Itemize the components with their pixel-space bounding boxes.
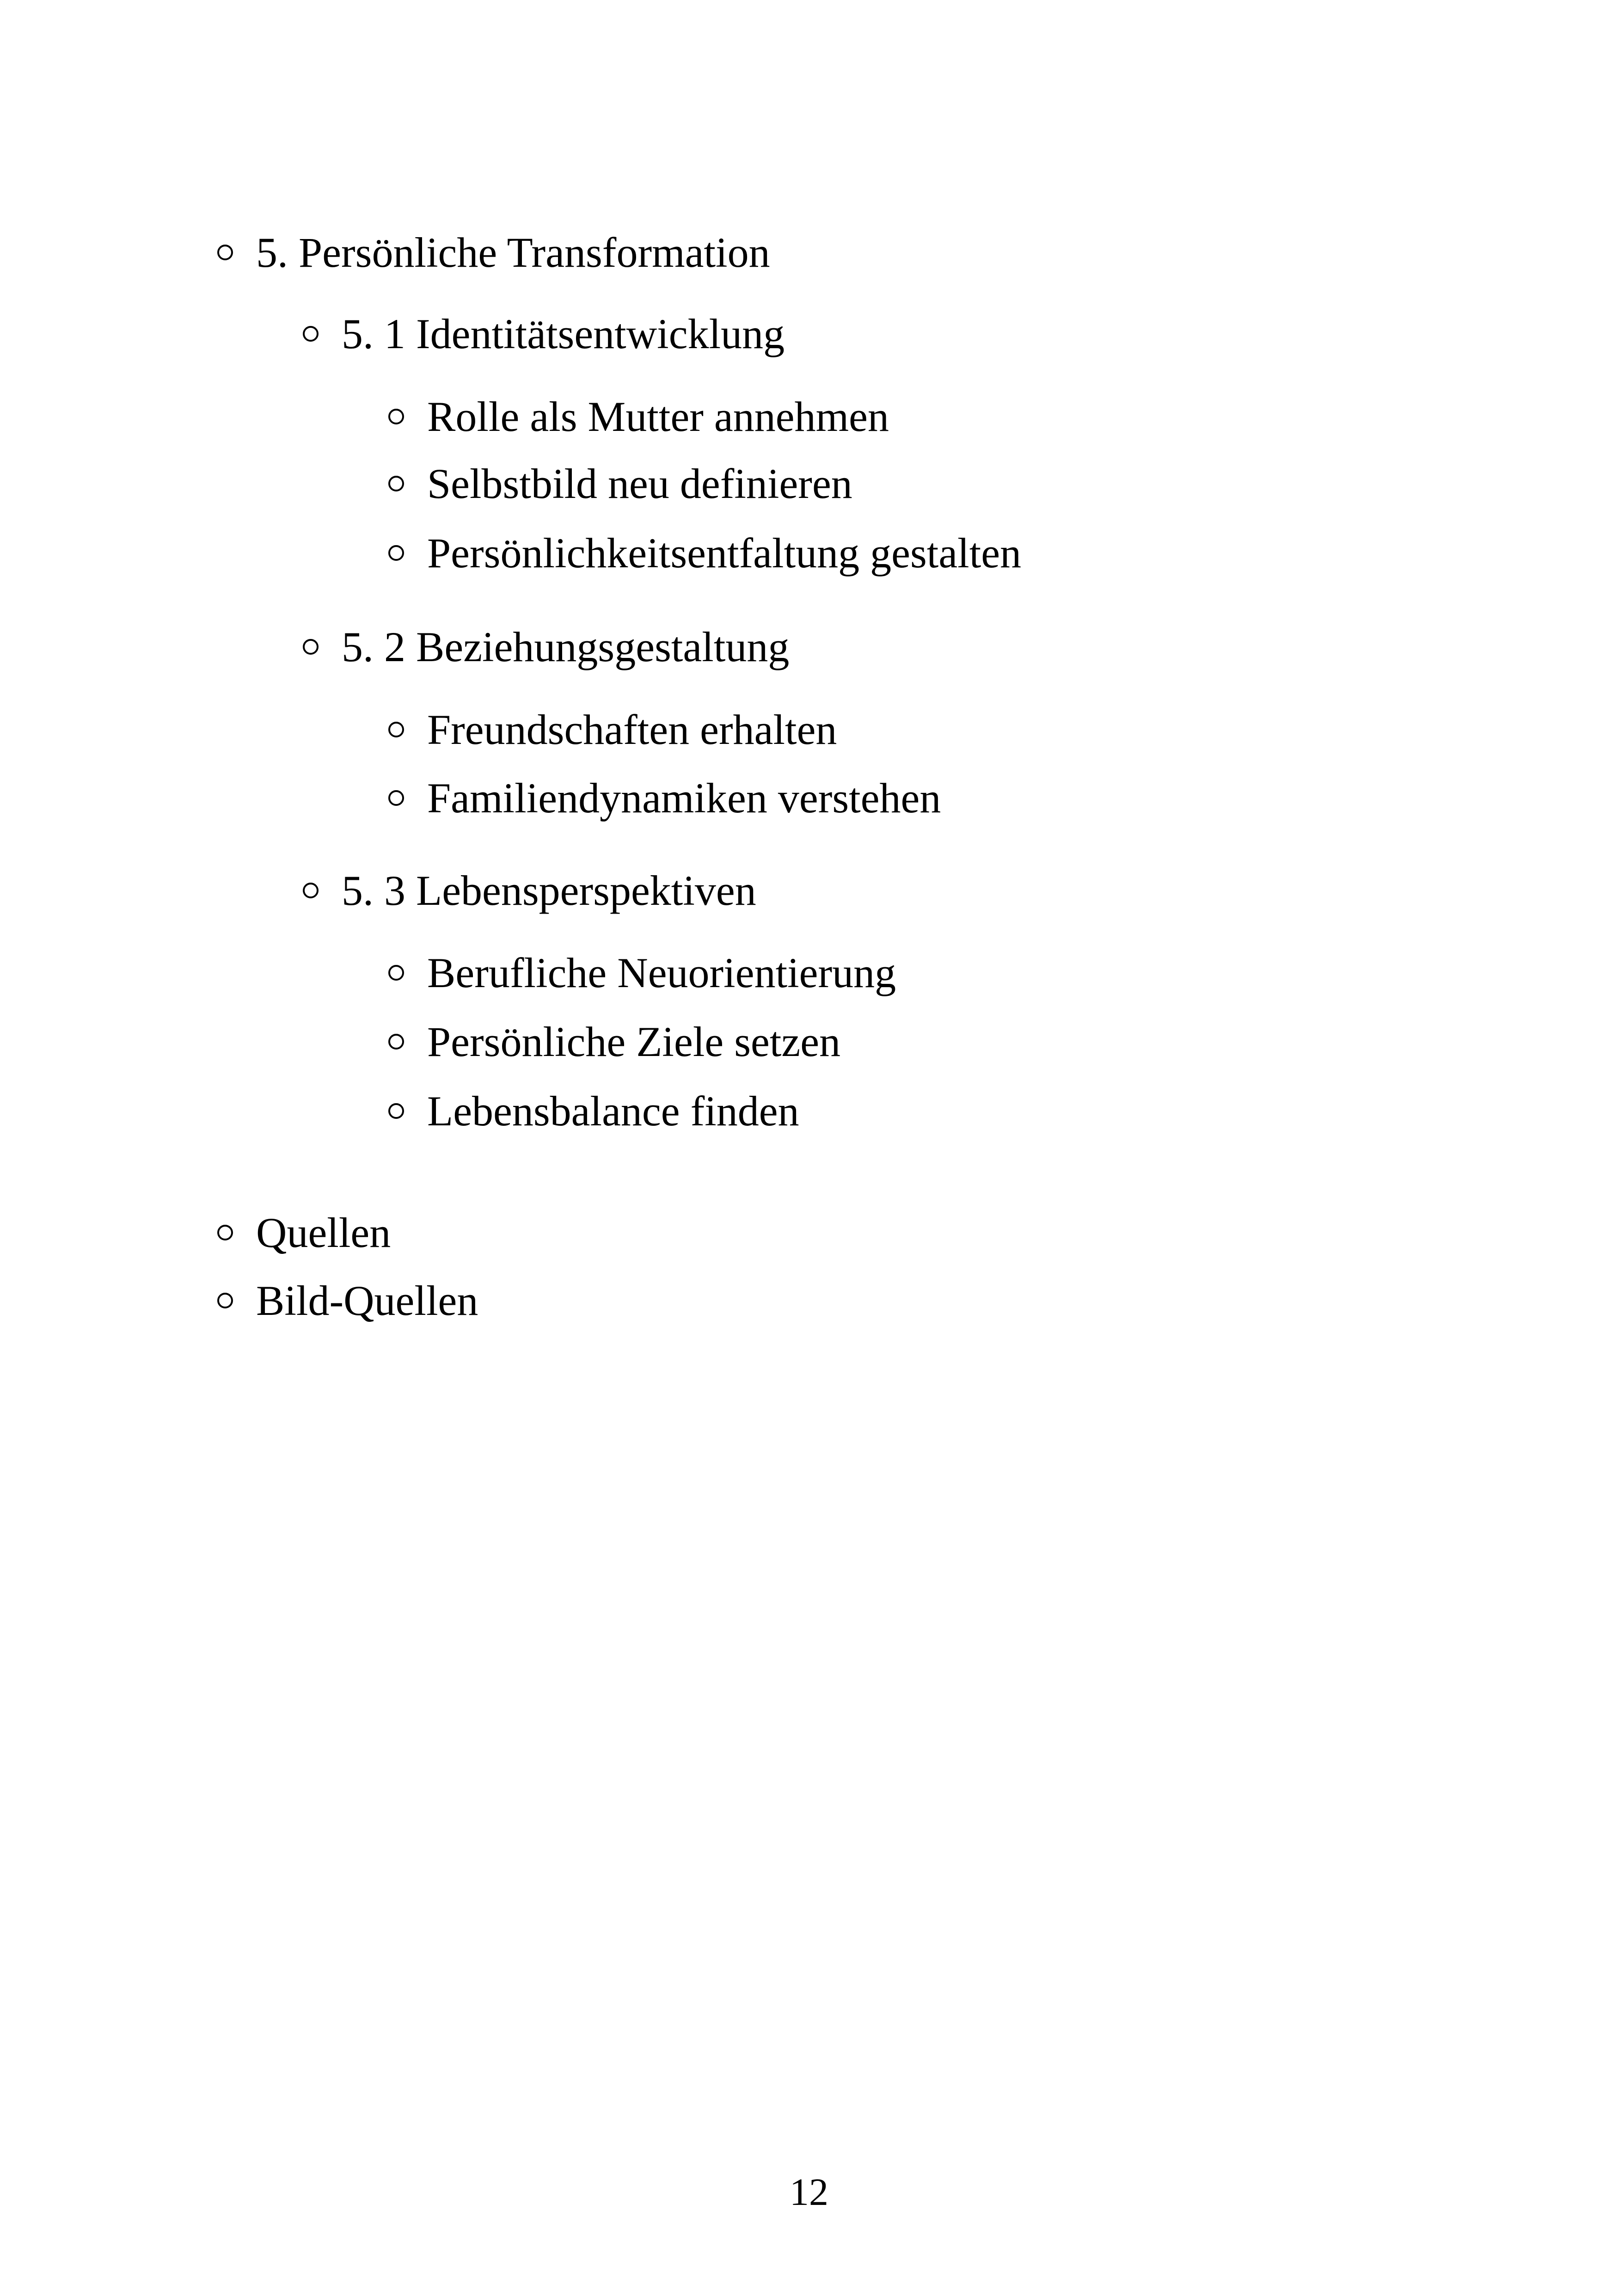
outline-item-section-5-1 [303,310,785,357]
hollow-circle-bullet-icon [303,883,319,898]
outline-item-label: Familiendynamiken verstehen [427,774,941,822]
hollow-circle-bullet-icon [388,1103,404,1119]
hollow-circle-bullet-icon [217,1293,233,1308]
outline-item [388,529,1022,577]
outline-item-label: Persönliche Ziele setzen [427,1018,841,1065]
outline-item-section-5-3 [303,869,756,912]
hollow-circle-bullet-icon [388,476,404,491]
outline-item-label: 5. 2 Beziehungsgestaltung [342,623,790,670]
outline-item-label: Freundschaften erhalten [427,706,837,753]
outline-item-label: Berufliche Neuorientierung [427,949,896,996]
outline-item-label: Rolle als Mutter annehmen [427,393,889,440]
hollow-circle-bullet-icon [388,1034,404,1050]
outline-item-label: Lebensbalance finden [427,1087,799,1135]
outline-item-label: Selbstbild neu definieren [427,460,852,507]
hollow-circle-bullet-icon [388,722,404,737]
outline-item [388,774,941,822]
hollow-circle-bullet-icon [303,639,319,655]
outline-item-label: 5. 3 Lebensperspektiven [342,867,756,914]
hollow-circle-bullet-icon [303,326,319,342]
hollow-circle-bullet-icon [388,545,404,561]
outline-item-label: Persönlichkeitsentfaltung gestalten [427,529,1022,577]
hollow-circle-bullet-icon [217,245,233,260]
outline-item [388,1020,840,1063]
outline-item-label: Bild-Quellen [256,1277,478,1324]
outline-item-label: 5. 1 Identitätsentwicklung [342,310,785,357]
outline-item-section-5 [217,231,770,274]
outline-item [388,395,889,438]
outline-item [388,462,852,505]
outline-item-sources [217,1211,391,1254]
outline-item [388,708,837,751]
page-number: 12 [790,2171,828,2214]
outline-item [388,1087,799,1135]
hollow-circle-bullet-icon [388,409,404,424]
outline-item-label: 5. Persönliche Transformation [256,229,770,276]
hollow-circle-bullet-icon [388,965,404,981]
hollow-circle-bullet-icon [217,1225,233,1240]
outline-item [388,949,896,996]
outline-item-image-sources [217,1279,478,1322]
outline-item-section-5-2 [303,623,790,670]
outline-item-label: Quellen [256,1209,391,1256]
hollow-circle-bullet-icon [388,790,404,806]
